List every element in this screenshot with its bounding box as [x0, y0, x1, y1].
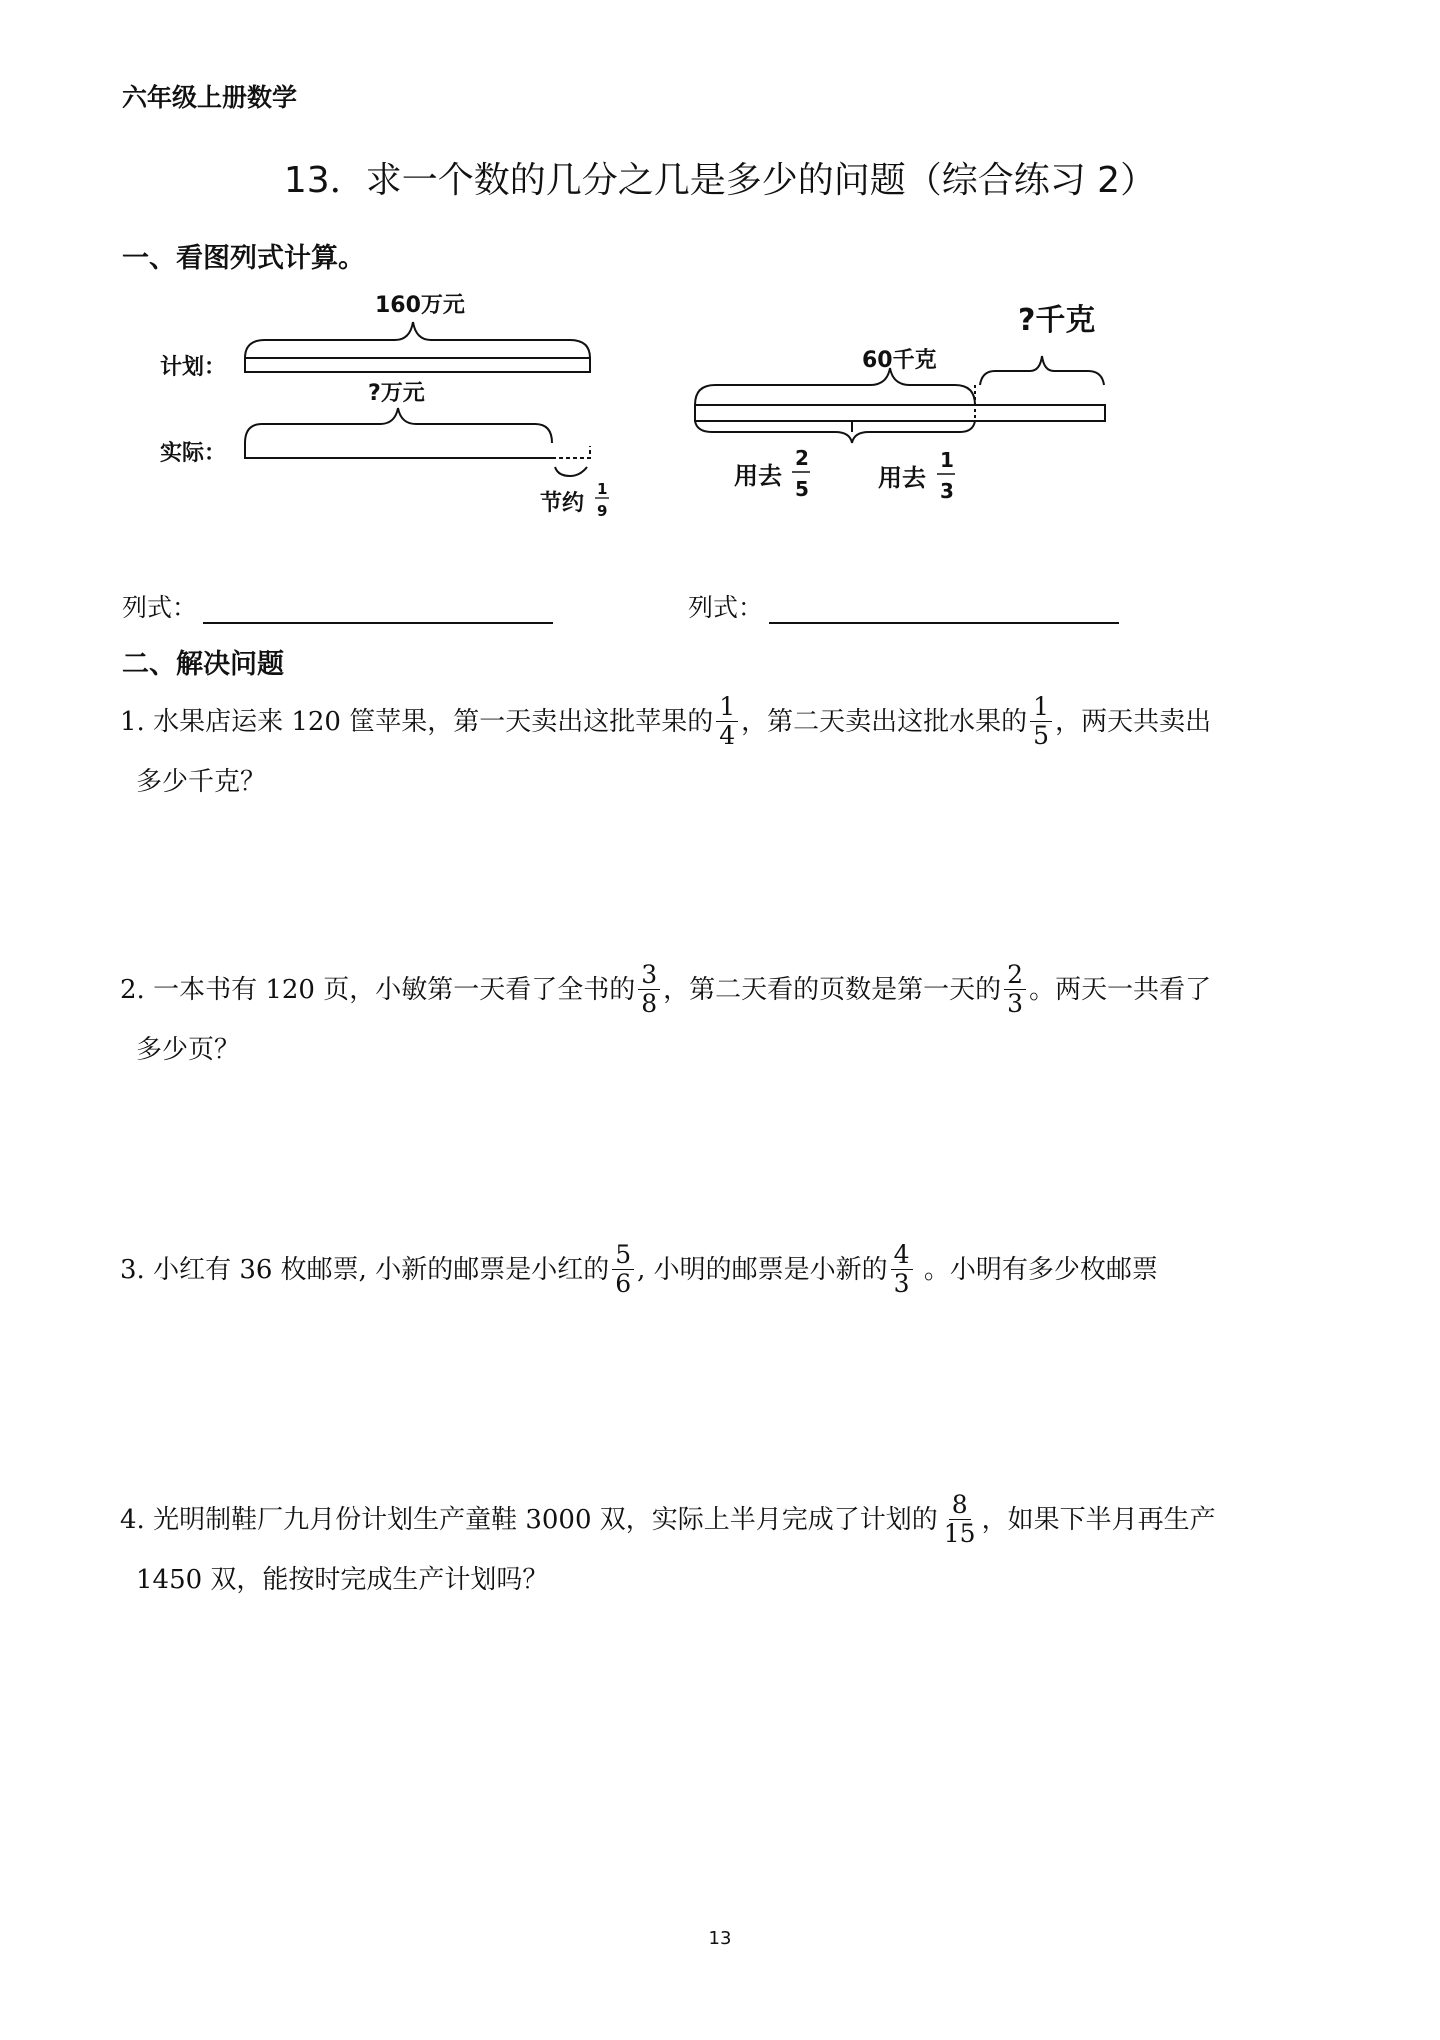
plan-brace	[245, 322, 590, 358]
fraction	[1030, 693, 1052, 750]
problem-text-continued: 多少页？	[136, 1035, 241, 1065]
used1-den: 5	[795, 477, 809, 501]
page-title: 13．求一个数的几分之几是多少的问题（综合练习 2）	[283, 160, 1157, 201]
used1-num: 2	[795, 446, 809, 470]
problem-text: ，第二天看的页数是第一天的	[663, 975, 1002, 1005]
remainder-label: ?千克	[1018, 303, 1096, 338]
fraction-denominator: 15	[943, 1518, 976, 1548]
problem-3	[120, 1240, 1330, 1300]
problem-text: 1. 水果店运来 120 筐苹果，第一天卖出这批苹果的	[120, 707, 714, 737]
used1-label: 用去	[734, 462, 782, 490]
problem-text: ，如果下半月再生产	[981, 1505, 1216, 1535]
problem-text: 。小明有多少枚邮票	[915, 1255, 1158, 1285]
problem-text: 3. 小红有 36 枚邮票, 小新的邮票是小红的	[120, 1255, 610, 1285]
problem-2	[120, 960, 1330, 1080]
actual-bar	[245, 443, 552, 458]
section1-heading: 一、看图列式计算。	[122, 243, 365, 274]
plan-row-label: 计划：	[160, 355, 227, 380]
fraction-numerator: 8	[949, 1491, 971, 1520]
fraction-denominator: 3	[1007, 988, 1024, 1018]
problem-4	[120, 1490, 1330, 1610]
fraction-numerator: 1	[716, 693, 738, 722]
used-braces	[695, 421, 975, 443]
fraction-denominator: 6	[615, 1268, 632, 1298]
remainder-brace	[980, 356, 1104, 385]
used2-num: 1	[940, 448, 954, 472]
saved-segment	[552, 446, 590, 458]
fraction-denominator: 3	[893, 1268, 910, 1298]
saved-label: 节约	[540, 491, 585, 516]
actual-row-label: 实际：	[160, 441, 227, 466]
fraction-numerator: 4	[891, 1241, 913, 1270]
kg-bar	[695, 405, 1105, 421]
saved-brace	[555, 467, 587, 476]
worksheet-header: 六年级上册数学	[122, 83, 298, 112]
problem-text: ，第二天卖出这批水果的	[741, 707, 1028, 737]
section2-heading: 二、解决问题	[122, 649, 284, 680]
formula-line-2	[688, 588, 1119, 624]
used2-den: 3	[940, 479, 954, 503]
plan-total-label: 160万元	[375, 293, 465, 318]
problem-text: 4. 光明制鞋厂九月份计划生产童鞋 3000 双，实际上半月完成了计划的	[120, 1505, 938, 1535]
formula-label: 列式：	[688, 593, 764, 622]
fraction	[716, 693, 738, 750]
fraction	[638, 961, 660, 1018]
saved-fraction-den: 9	[597, 502, 608, 520]
formula-label: 列式：	[122, 593, 198, 622]
fraction	[891, 1241, 913, 1298]
actual-brace	[245, 408, 552, 443]
problem-text: ，两天共卖出	[1055, 707, 1212, 737]
problem-text-continued: 多少千克？	[136, 767, 267, 797]
fraction	[612, 1241, 634, 1298]
fraction	[941, 1491, 979, 1548]
problem-1	[120, 692, 1330, 812]
fraction-denominator: 5	[1033, 720, 1050, 750]
page-number: 13	[708, 1928, 732, 1949]
fraction-denominator: 8	[641, 988, 658, 1018]
used2-label: 用去	[878, 464, 926, 492]
formula-line-1	[122, 588, 553, 624]
problem-text-continued: 1450 双，能按时完成生产计划吗？	[136, 1565, 549, 1595]
total-kg-label: 60千克	[862, 348, 937, 373]
fraction-numerator: 3	[638, 961, 660, 990]
actual-amount-label: ?万元	[368, 381, 425, 406]
saved-fraction-num: 1	[597, 480, 608, 498]
formula-blank-1[interactable]	[203, 600, 553, 624]
fraction-numerator: 2	[1004, 961, 1026, 990]
problem-text: 。两天一共看了	[1029, 975, 1212, 1005]
problem-text: 2. 一本书有 120 页，小敏第一天看了全书的	[120, 975, 636, 1005]
fraction-denominator: 4	[719, 720, 736, 750]
problem-text: , 小明的邮票是小新的	[637, 1255, 888, 1285]
plan-bar	[245, 358, 590, 372]
fraction-numerator: 5	[612, 1241, 634, 1270]
bar-diagrams	[0, 0, 1440, 540]
fraction-numerator: 1	[1030, 693, 1052, 722]
formula-blank-2[interactable]	[769, 600, 1119, 624]
fraction	[1004, 961, 1026, 1018]
total-brace	[695, 368, 975, 405]
